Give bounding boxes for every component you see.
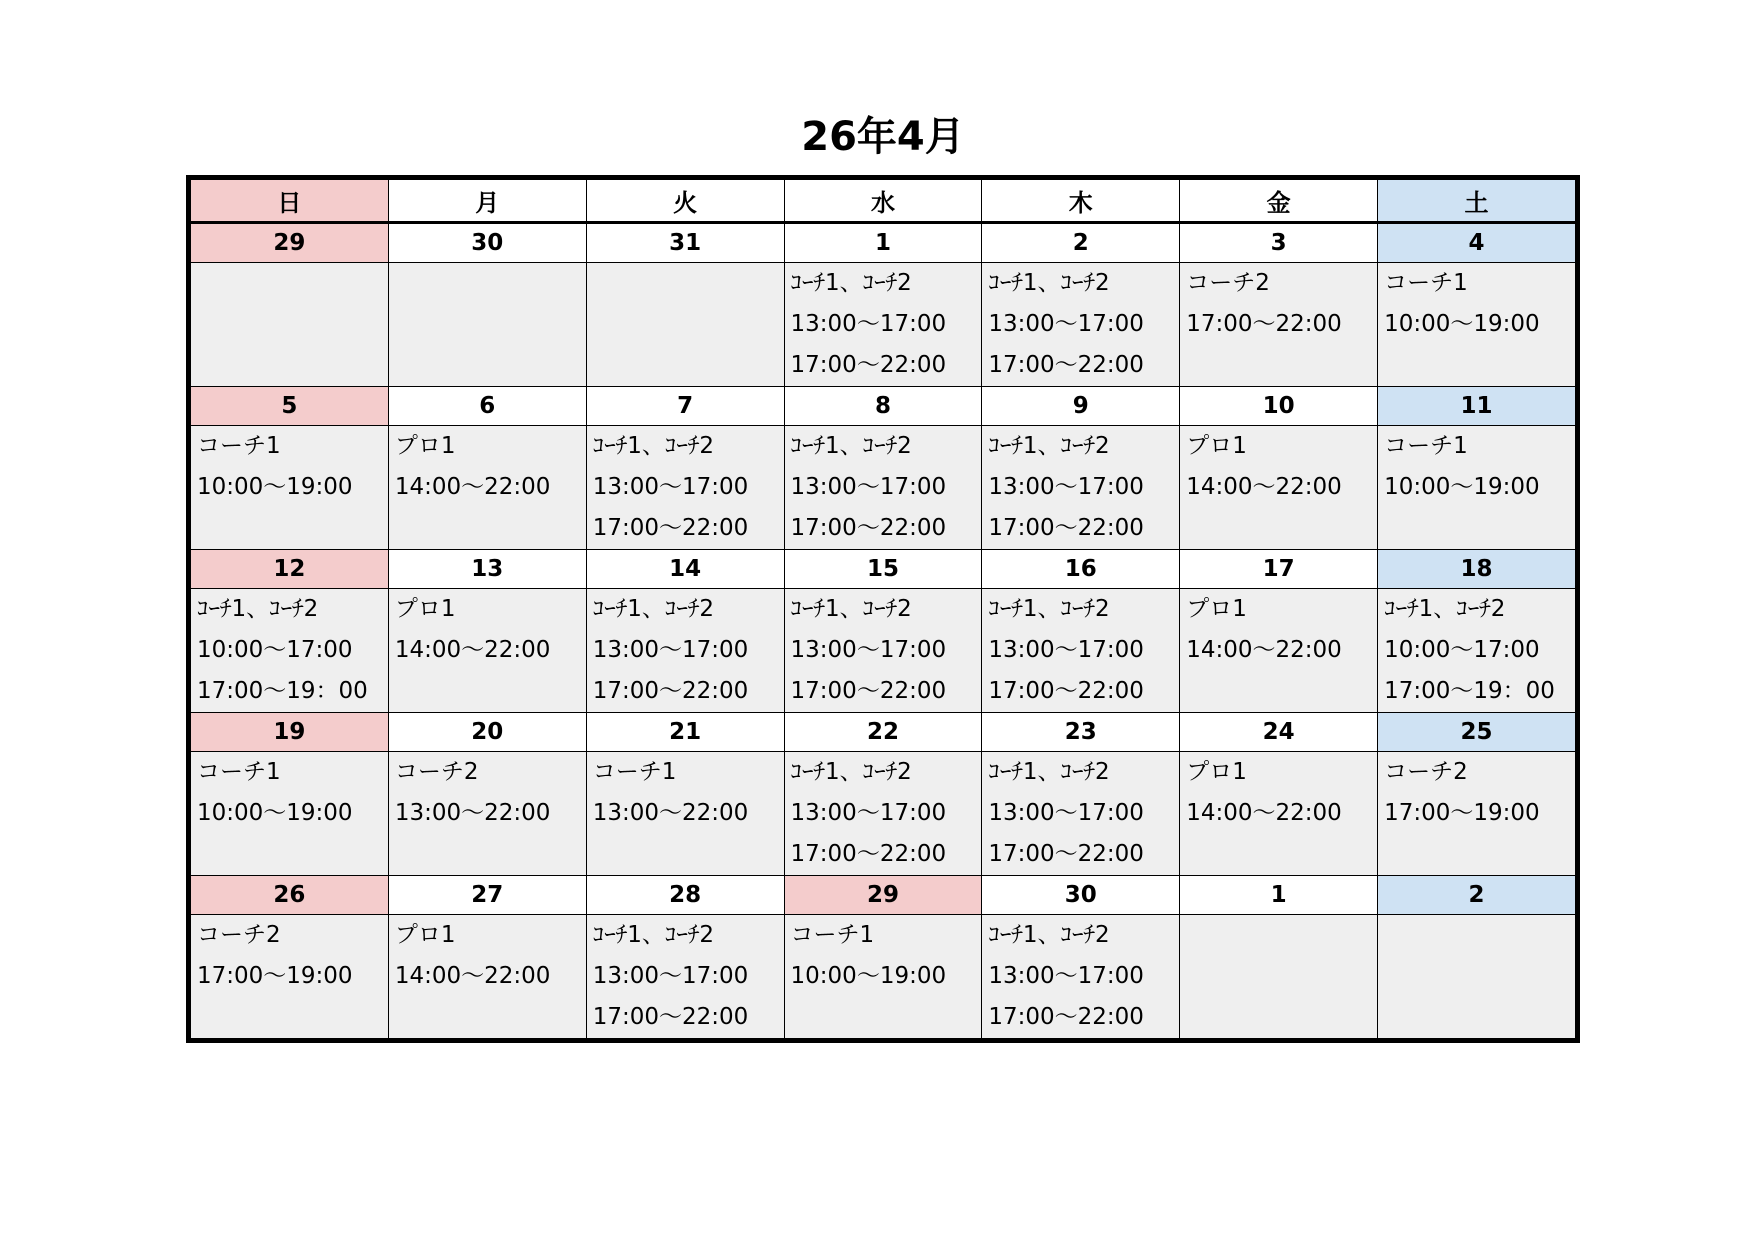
schedule-cell bbox=[1180, 589, 1378, 713]
staff-line: ｺｰﾁ1、ｺｰﾁ2 bbox=[988, 270, 1110, 296]
time-slot-line: 10:00〜17:00 bbox=[197, 637, 353, 663]
schedule-cell bbox=[191, 752, 389, 876]
date-cell: 18 bbox=[1378, 550, 1576, 589]
time-slot-line: 14:00〜22:00 bbox=[1186, 800, 1342, 826]
date-row bbox=[191, 713, 1576, 752]
time-slot-line: 17:00〜22:00 bbox=[988, 678, 1144, 704]
time-slot-line: 13:00〜22:00 bbox=[394, 800, 551, 826]
time-slot-line: 13:00〜17:00 bbox=[790, 637, 947, 663]
date-cell: 11 bbox=[1378, 387, 1576, 426]
staff-line: コーチ1 bbox=[197, 759, 281, 785]
schedule-cell bbox=[1378, 915, 1576, 1039]
schedule-cell bbox=[982, 263, 1180, 387]
time-slot-line: 14:00〜22:00 bbox=[394, 963, 551, 989]
staff-line: プロ1 bbox=[394, 596, 456, 622]
date-row bbox=[191, 387, 1576, 426]
calendar-title: 26年4月 bbox=[801, 114, 965, 160]
date-cell: 5 bbox=[191, 387, 389, 426]
time-slot-line: 13:00〜17:00 bbox=[988, 963, 1144, 989]
time-slot-line: 13:00〜17:00 bbox=[592, 963, 749, 989]
date-cell: 30 bbox=[388, 223, 586, 263]
staff-line: ｺｰﾁ1、ｺｰﾁ2 bbox=[197, 596, 319, 622]
date-cell: 3 bbox=[1180, 223, 1378, 263]
schedule-cell bbox=[191, 589, 389, 713]
time-slot-line: 10:00〜19:00 bbox=[790, 963, 947, 989]
schedule-cell bbox=[1378, 589, 1576, 713]
staff-line: コーチ1 bbox=[790, 922, 875, 948]
date-cell: 13 bbox=[388, 550, 586, 589]
schedule-cell bbox=[982, 589, 1180, 713]
date-cell: 29 bbox=[191, 223, 389, 263]
weekday-tue: 火 bbox=[586, 180, 784, 223]
staff-line: ｺｰﾁ1、ｺｰﾁ2 bbox=[988, 596, 1110, 622]
staff-line: ｺｰﾁ1、ｺｰﾁ2 bbox=[592, 922, 714, 948]
schedule-cell bbox=[1378, 426, 1576, 550]
staff-line: プロ1 bbox=[1186, 759, 1247, 785]
date-cell: 1 bbox=[784, 223, 982, 263]
time-slot-line: 13:00〜17:00 bbox=[592, 474, 749, 500]
staff-line: コーチ2 bbox=[1384, 759, 1468, 785]
time-slot-line: 13:00〜17:00 bbox=[790, 800, 947, 826]
staff-line: ｺｰﾁ1、ｺｰﾁ2 bbox=[790, 270, 912, 296]
schedule-cell bbox=[191, 426, 389, 550]
schedule-cell bbox=[388, 426, 586, 550]
staff-line: コーチ1 bbox=[592, 759, 677, 785]
date-cell: 8 bbox=[784, 387, 982, 426]
time-slot-line: 10:00〜19:00 bbox=[197, 474, 353, 500]
date-cell: 17 bbox=[1180, 550, 1378, 589]
staff-line: ｺｰﾁ1、ｺｰﾁ2 bbox=[988, 922, 1110, 948]
schedule-cell bbox=[388, 915, 586, 1039]
time-slot-line: 17:00〜22:00 bbox=[592, 515, 749, 541]
schedule-cell bbox=[982, 915, 1180, 1039]
time-slot-line: 13:00〜17:00 bbox=[592, 637, 749, 663]
schedule-cell bbox=[784, 426, 982, 550]
date-cell: 25 bbox=[1378, 713, 1576, 752]
date-cell: 10 bbox=[1180, 387, 1378, 426]
staff-line: ｺｰﾁ1、ｺｰﾁ2 bbox=[1384, 596, 1506, 622]
time-slot-line: 17:00〜22:00 bbox=[592, 678, 749, 704]
time-slot-line: 14:00〜22:00 bbox=[1186, 474, 1342, 500]
time-slot-line: 17:00〜22:00 bbox=[1186, 311, 1342, 337]
time-slot-line: 17:00〜22:00 bbox=[988, 1004, 1144, 1030]
staff-line: ｺｰﾁ1、ｺｰﾁ2 bbox=[592, 596, 714, 622]
schedule-row bbox=[191, 589, 1576, 713]
time-slot-line: 17:00〜19：00 bbox=[197, 678, 368, 704]
schedule-cell bbox=[1180, 915, 1378, 1039]
time-slot-line: 13:00〜22:00 bbox=[592, 800, 749, 826]
time-slot-line: 14:00〜22:00 bbox=[1186, 637, 1342, 663]
date-cell: 27 bbox=[388, 876, 586, 915]
date-cell: 26 bbox=[191, 876, 389, 915]
date-cell: 2 bbox=[982, 223, 1180, 263]
date-cell: 22 bbox=[784, 713, 982, 752]
time-slot-line: 17:00〜22:00 bbox=[790, 352, 947, 378]
date-cell: 9 bbox=[982, 387, 1180, 426]
schedule-cell bbox=[1180, 426, 1378, 550]
schedule-cell bbox=[586, 426, 784, 550]
schedule-cell bbox=[586, 752, 784, 876]
time-slot-line: 13:00〜17:00 bbox=[790, 474, 947, 500]
schedule-cell bbox=[388, 263, 586, 387]
schedule-cell bbox=[784, 263, 982, 387]
weekday-thu: 木 bbox=[982, 180, 1180, 223]
weekday-fri: 金 bbox=[1180, 180, 1378, 223]
staff-line: プロ1 bbox=[394, 922, 456, 948]
date-cell: 4 bbox=[1378, 223, 1576, 263]
time-slot-line: 13:00〜17:00 bbox=[988, 474, 1144, 500]
schedule-row bbox=[191, 915, 1576, 1039]
time-slot-line: 14:00〜22:00 bbox=[394, 474, 551, 500]
schedule-row bbox=[191, 426, 1576, 550]
time-slot-line: 17:00〜22:00 bbox=[790, 678, 947, 704]
date-cell: 28 bbox=[586, 876, 784, 915]
schedule-row bbox=[191, 752, 1576, 876]
date-cell: 31 bbox=[586, 223, 784, 263]
date-cell: 19 bbox=[191, 713, 389, 752]
time-slot-line: 17:00〜19:00 bbox=[1384, 800, 1540, 826]
weekday-sat: 土 bbox=[1378, 180, 1576, 223]
time-slot-line: 13:00〜17:00 bbox=[790, 311, 947, 337]
date-cell: 2 bbox=[1378, 876, 1576, 915]
time-slot-line: 10:00〜19:00 bbox=[1384, 474, 1540, 500]
date-row bbox=[191, 876, 1576, 915]
schedule-cell bbox=[1378, 263, 1576, 387]
staff-line: ｺｰﾁ1、ｺｰﾁ2 bbox=[988, 433, 1110, 459]
schedule-cell bbox=[1378, 752, 1576, 876]
time-slot-line: 10:00〜17:00 bbox=[1384, 637, 1540, 663]
schedule-cell bbox=[586, 915, 784, 1039]
schedule-cell bbox=[784, 752, 982, 876]
time-slot-line: 13:00〜17:00 bbox=[988, 311, 1144, 337]
staff-line: ｺｰﾁ1、ｺｰﾁ2 bbox=[790, 433, 912, 459]
date-cell: 21 bbox=[586, 713, 784, 752]
staff-line: コーチ1 bbox=[197, 433, 281, 459]
staff-line: ｺｰﾁ1、ｺｰﾁ2 bbox=[790, 596, 912, 622]
time-slot-line: 17:00〜22:00 bbox=[988, 841, 1144, 867]
date-cell: 20 bbox=[388, 713, 586, 752]
calendar-grid bbox=[186, 175, 1580, 1043]
time-slot-line: 13:00〜17:00 bbox=[988, 800, 1144, 826]
staff-line: プロ1 bbox=[394, 433, 456, 459]
staff-line: コーチ2 bbox=[197, 922, 281, 948]
staff-line: コーチ2 bbox=[394, 759, 479, 785]
time-slot-line: 17:00〜22:00 bbox=[790, 515, 947, 541]
time-slot-line: 17:00〜22:00 bbox=[592, 1004, 749, 1030]
calendar-body bbox=[191, 180, 1576, 1039]
date-cell: 6 bbox=[388, 387, 586, 426]
date-cell: 15 bbox=[784, 550, 982, 589]
staff-line: プロ1 bbox=[1186, 596, 1247, 622]
staff-line: ｺｰﾁ1、ｺｰﾁ2 bbox=[988, 759, 1110, 785]
schedule-cell bbox=[586, 263, 784, 387]
date-cell: 29 bbox=[784, 876, 982, 915]
weekday-wed: 水 bbox=[784, 180, 982, 223]
time-slot-line: 17:00〜22:00 bbox=[988, 515, 1144, 541]
time-slot-line: 17:00〜22:00 bbox=[988, 352, 1144, 378]
schedule-cell bbox=[982, 752, 1180, 876]
weekday-header-row bbox=[191, 180, 1576, 223]
time-slot-line: 10:00〜19:00 bbox=[1384, 311, 1540, 337]
staff-line: コーチ1 bbox=[1384, 270, 1468, 296]
schedule-cell bbox=[784, 589, 982, 713]
time-slot-line: 17:00〜19：00 bbox=[1384, 678, 1555, 704]
date-cell: 30 bbox=[982, 876, 1180, 915]
weekday-sun: 日 bbox=[191, 180, 389, 223]
schedule-cell bbox=[388, 589, 586, 713]
staff-line: コーチ2 bbox=[1186, 270, 1270, 296]
date-cell: 1 bbox=[1180, 876, 1378, 915]
date-cell: 7 bbox=[586, 387, 784, 426]
date-cell: 24 bbox=[1180, 713, 1378, 752]
time-slot-line: 17:00〜22:00 bbox=[790, 841, 947, 867]
date-cell: 23 bbox=[982, 713, 1180, 752]
staff-line: プロ1 bbox=[1186, 433, 1247, 459]
time-slot-line: 10:00〜19:00 bbox=[197, 800, 353, 826]
schedule-cell bbox=[1180, 752, 1378, 876]
schedule-cell bbox=[982, 426, 1180, 550]
schedule-cell bbox=[784, 915, 982, 1039]
staff-line: コーチ1 bbox=[1384, 433, 1468, 459]
staff-line: ｺｰﾁ1、ｺｰﾁ2 bbox=[592, 433, 714, 459]
schedule-cell bbox=[191, 915, 389, 1039]
time-slot-line: 14:00〜22:00 bbox=[394, 637, 551, 663]
calendar-table bbox=[190, 179, 1576, 1039]
time-slot-line: 17:00〜19:00 bbox=[197, 963, 353, 989]
date-cell: 12 bbox=[191, 550, 389, 589]
schedule-cell bbox=[388, 752, 586, 876]
schedule-cell bbox=[586, 589, 784, 713]
date-row bbox=[191, 550, 1576, 589]
date-cell: 16 bbox=[982, 550, 1180, 589]
staff-line: ｺｰﾁ1、ｺｰﾁ2 bbox=[790, 759, 912, 785]
date-row bbox=[191, 223, 1576, 263]
schedule-row bbox=[191, 263, 1576, 387]
schedule-cell bbox=[1180, 263, 1378, 387]
schedule-cell bbox=[191, 263, 389, 387]
time-slot-line: 13:00〜17:00 bbox=[988, 637, 1144, 663]
weekday-mon: 月 bbox=[388, 180, 586, 223]
date-cell: 14 bbox=[586, 550, 784, 589]
